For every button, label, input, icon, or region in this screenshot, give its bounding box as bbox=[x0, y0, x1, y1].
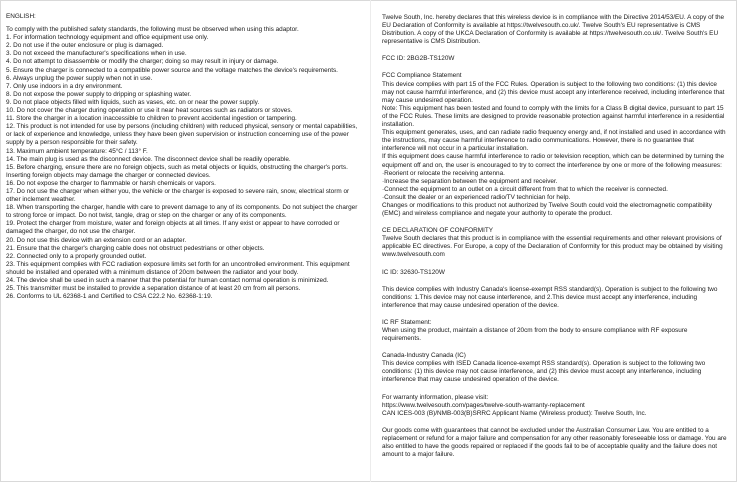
fcc-line: If this equipment does cause harmful interference to radio or television reception, which can be determined by turning the equipment off and on, the user is encouraged to try to correct the interference by one or more of the following measures: bbox=[382, 153, 725, 169]
fcc-measure: ·Consult the dealer or an experienced radio/TV technician for help. bbox=[382, 193, 571, 201]
safety-item: 4. Do not attempt to disassemble or modify the charger; doing so may result in injury or damage. bbox=[6, 58, 279, 66]
eu-declaration: Twelve South, Inc. hereby declares that this wireless device is in compliance with the Directive 2014/53/EU. A copy of the EU Declaration of Conformity is available at https://twelvesouth.co.uk/. Twelve South's EU representative is CMS Distribution. A copy of the UKCA Declaration of Conformity is available at https://twelvesouth.co.uk/. Twelve South's EU representative is CMS Distribution. bbox=[382, 14, 725, 46]
language-heading: ENGLISH: bbox=[6, 13, 36, 20]
safety-item: 3. Do not exceed the manufacturer's specifications when in use. bbox=[6, 50, 187, 58]
safety-item: 7. Only use indoors in a dry environment. bbox=[6, 82, 123, 90]
fcc-measure: ·Reorient or relocate the receiving antenna. bbox=[382, 169, 505, 177]
safety-item: 1. For information technology equipment and office equipment use only. bbox=[6, 34, 209, 42]
safety-item: 20. Do not use this device with an extension cord or an adapter. bbox=[6, 236, 187, 244]
safety-item: 19. Protect the charger from moisture, water and foreign objects at all times. If any exist or appear to have corroded or damaged the charger, do not use the charger. bbox=[6, 220, 340, 236]
right-page bbox=[371, 0, 737, 482]
safety-item: 15. Before charging, ensure there are no foreign objects, such as metal objects or liquids, obstructing the charger's ports. Inserting foreign objects may damage the charger or connected devices. bbox=[6, 163, 348, 179]
safety-item: 24. The device shall be used in such a manner that the potential for human contact normal operation is minimized. bbox=[6, 277, 329, 284]
canada-title: Canada-Industry Canada (IC) bbox=[382, 352, 466, 360]
safety-item: 25. This transmitter must be installed to provide a separation distance of at least 20 cm from all persons. bbox=[6, 285, 301, 293]
consumer-law-text: Our goods come with guarantees that cannot be excluded under the Australian Consumer Law. You are entitled to a replacement or refund for a major failure and compensation for any other reasonably foreseeable loss or damage. You are also entitled to have the goods repaired or replaced if the goods fail to be of acceptable quality and the failure does not amount to a major failure. bbox=[382, 426, 727, 459]
safety-item: 21. Ensure that the charger's charging cable does not obstruct pedestrians or other objects. bbox=[6, 244, 265, 252]
fcc-line: This equipment generates, uses, and can radiate radio frequency energy and, if not installed and used in accordance with the instructions, may cause harmful interference to radio communications. However, there is no guarantee that interference will not occur in a particular installation. bbox=[382, 129, 726, 153]
canada-text: This device complies with ISED Canada licence-exempt RSS standard(s). Operation is subject to the following two conditions: (1) this device may not cause interference, and (2) this device must accept any interference, including interference that may cause undesired operation of the device. bbox=[382, 360, 706, 384]
ic-id: IC ID: 32630-TS120W bbox=[382, 268, 445, 276]
safety-item: 23. This equipment complies with FCC radiation exposure limits set forth for an uncontrolled environment. This equipment should be installed and operated with a minimum distance of 20cm between the radiator and your body. bbox=[6, 260, 350, 276]
safety-item: 18. When transporting the charger, handle with care to prevent damage to any of its components. Do not subject the charger to strong force or impact. Do not twist, tangle, drag or step on the charger or any of its components. bbox=[6, 204, 358, 220]
safety-item: 14. The main plug is used as the disconnect device. The disconnect device shall be readily operable. bbox=[6, 155, 291, 163]
safety-item: 10. Do not cover the charger during operation or use it near heat sources such as radiators or stoves. bbox=[6, 107, 293, 115]
ic-rf-title: IC RF Statement: bbox=[382, 318, 432, 326]
fcc-id: FCC ID: 2BG2B-TS120W bbox=[382, 55, 455, 63]
ic-text: This device complies with Industry Canada's license-exempt RSS standard(s). Operation is subject to the following two conditions: 1.This device may not cause interference, and 2.This device must accept any interference, including interference that may cause undesired operation of the device. bbox=[382, 285, 718, 309]
warranty-can: CAN ICES-003 (B)/NMB-003(B)SRRC Applicant Name (Wireless product): Twelve South, Inc. bbox=[382, 409, 647, 417]
safety-item: 5. Ensure the charger is connected to a compatible power source and the voltage matches the device's requirements. bbox=[6, 66, 338, 74]
warranty-title: For warranty information, please visit: bbox=[382, 393, 489, 401]
safety-item: 17. Do not use the charger when either you, the vehicle or the charger is exposed to severe rain, snow, electrical storm or other inclement weather. bbox=[6, 187, 350, 204]
fcc-line: This device complies with part 15 of the FCC Rules. Operation is subject to the following two conditions: (1) this device may not cause harmful interference, and (2) this device must accept any interference received, including interference that may cause undesired operation. bbox=[382, 80, 725, 104]
safety-item: 8. Do not expose the power supply to dripping or splashing water. bbox=[6, 90, 192, 98]
safety-list bbox=[6, 34, 364, 301]
safety-item: 12. This product is not intended for use by persons (including children) with reduced physical, sensory or mental capabilities, or lack of experience and knowledge, unless they have been given supervision or instruction concerning use of the power supply by a person responsible for their safety. bbox=[6, 123, 358, 147]
fcc-line: Note: This equipment has been tested and found to comply with the limits for a Class B digital device, pursuant to part 15 of the FCC Rules. These limits are designed to provide reasonable protection against harmful interference in a residential installation. bbox=[382, 104, 725, 129]
fcc-measure: ·Increase the separation between the equipment and receiver. bbox=[382, 177, 558, 185]
safety-intro: To comply with the published safety standards, the following must be observed when using this adaptor. bbox=[6, 26, 299, 34]
warranty-url: https://www.twelvesouth.com/pages/twelve-south-warranty-replacement bbox=[382, 401, 585, 409]
fcc-statement bbox=[382, 81, 728, 219]
ce-text: Twelve South declares that this product is in compliance with the essential requirements and other relevant provisions of applicable EC directives. For Europe, a copy of the Declaration of Conformity for this product may be obtained by visiting www.twelvesouth.com bbox=[382, 235, 723, 259]
fcc-title: FCC Compliance Statement bbox=[382, 72, 462, 80]
safety-item: 16. Do not expose the charger to flammable or harsh chemicals or vapors. bbox=[6, 179, 216, 187]
safety-item: 2. Do not use if the outer enclosure or plug is damaged. bbox=[6, 42, 164, 50]
ce-title: CE DECLARATION OF CONFORMITY bbox=[382, 227, 494, 235]
fcc-line: Changes or modifications to this product not authorized by Twelve South could void the electromagnetic compatibility (EMC) and wireless compliance and negate your authority to operate the product. bbox=[382, 201, 712, 218]
safety-item: 22. Connected only to a properly grounded outlet. bbox=[6, 252, 147, 260]
safety-item: 26. Conforms to UL 62368-1 and Certified to CSA C22.2 No. 62368-1:19. bbox=[6, 293, 213, 301]
safety-item: 11. Store the charger in a location inaccessible to children to prevent accidental ingestion or tampering. bbox=[6, 115, 297, 123]
fcc-measure: ·Connect the equipment to an outlet on a circuit different from that to which the receiver is connected. bbox=[382, 185, 668, 193]
safety-item: 13. Maximum ambient temperature: 45°C / 113° F. bbox=[6, 147, 148, 155]
safety-item: 6. Always unplug the power supply when not in use. bbox=[6, 74, 153, 82]
safety-item: 9. Do not place objects filled with liquids, such as vases, etc. on or near the power supply. bbox=[6, 98, 260, 106]
ic-rf-text: When using the product, maintain a distance of 20cm from the body to ensure compliance with RF exposure requirements. bbox=[382, 327, 688, 343]
